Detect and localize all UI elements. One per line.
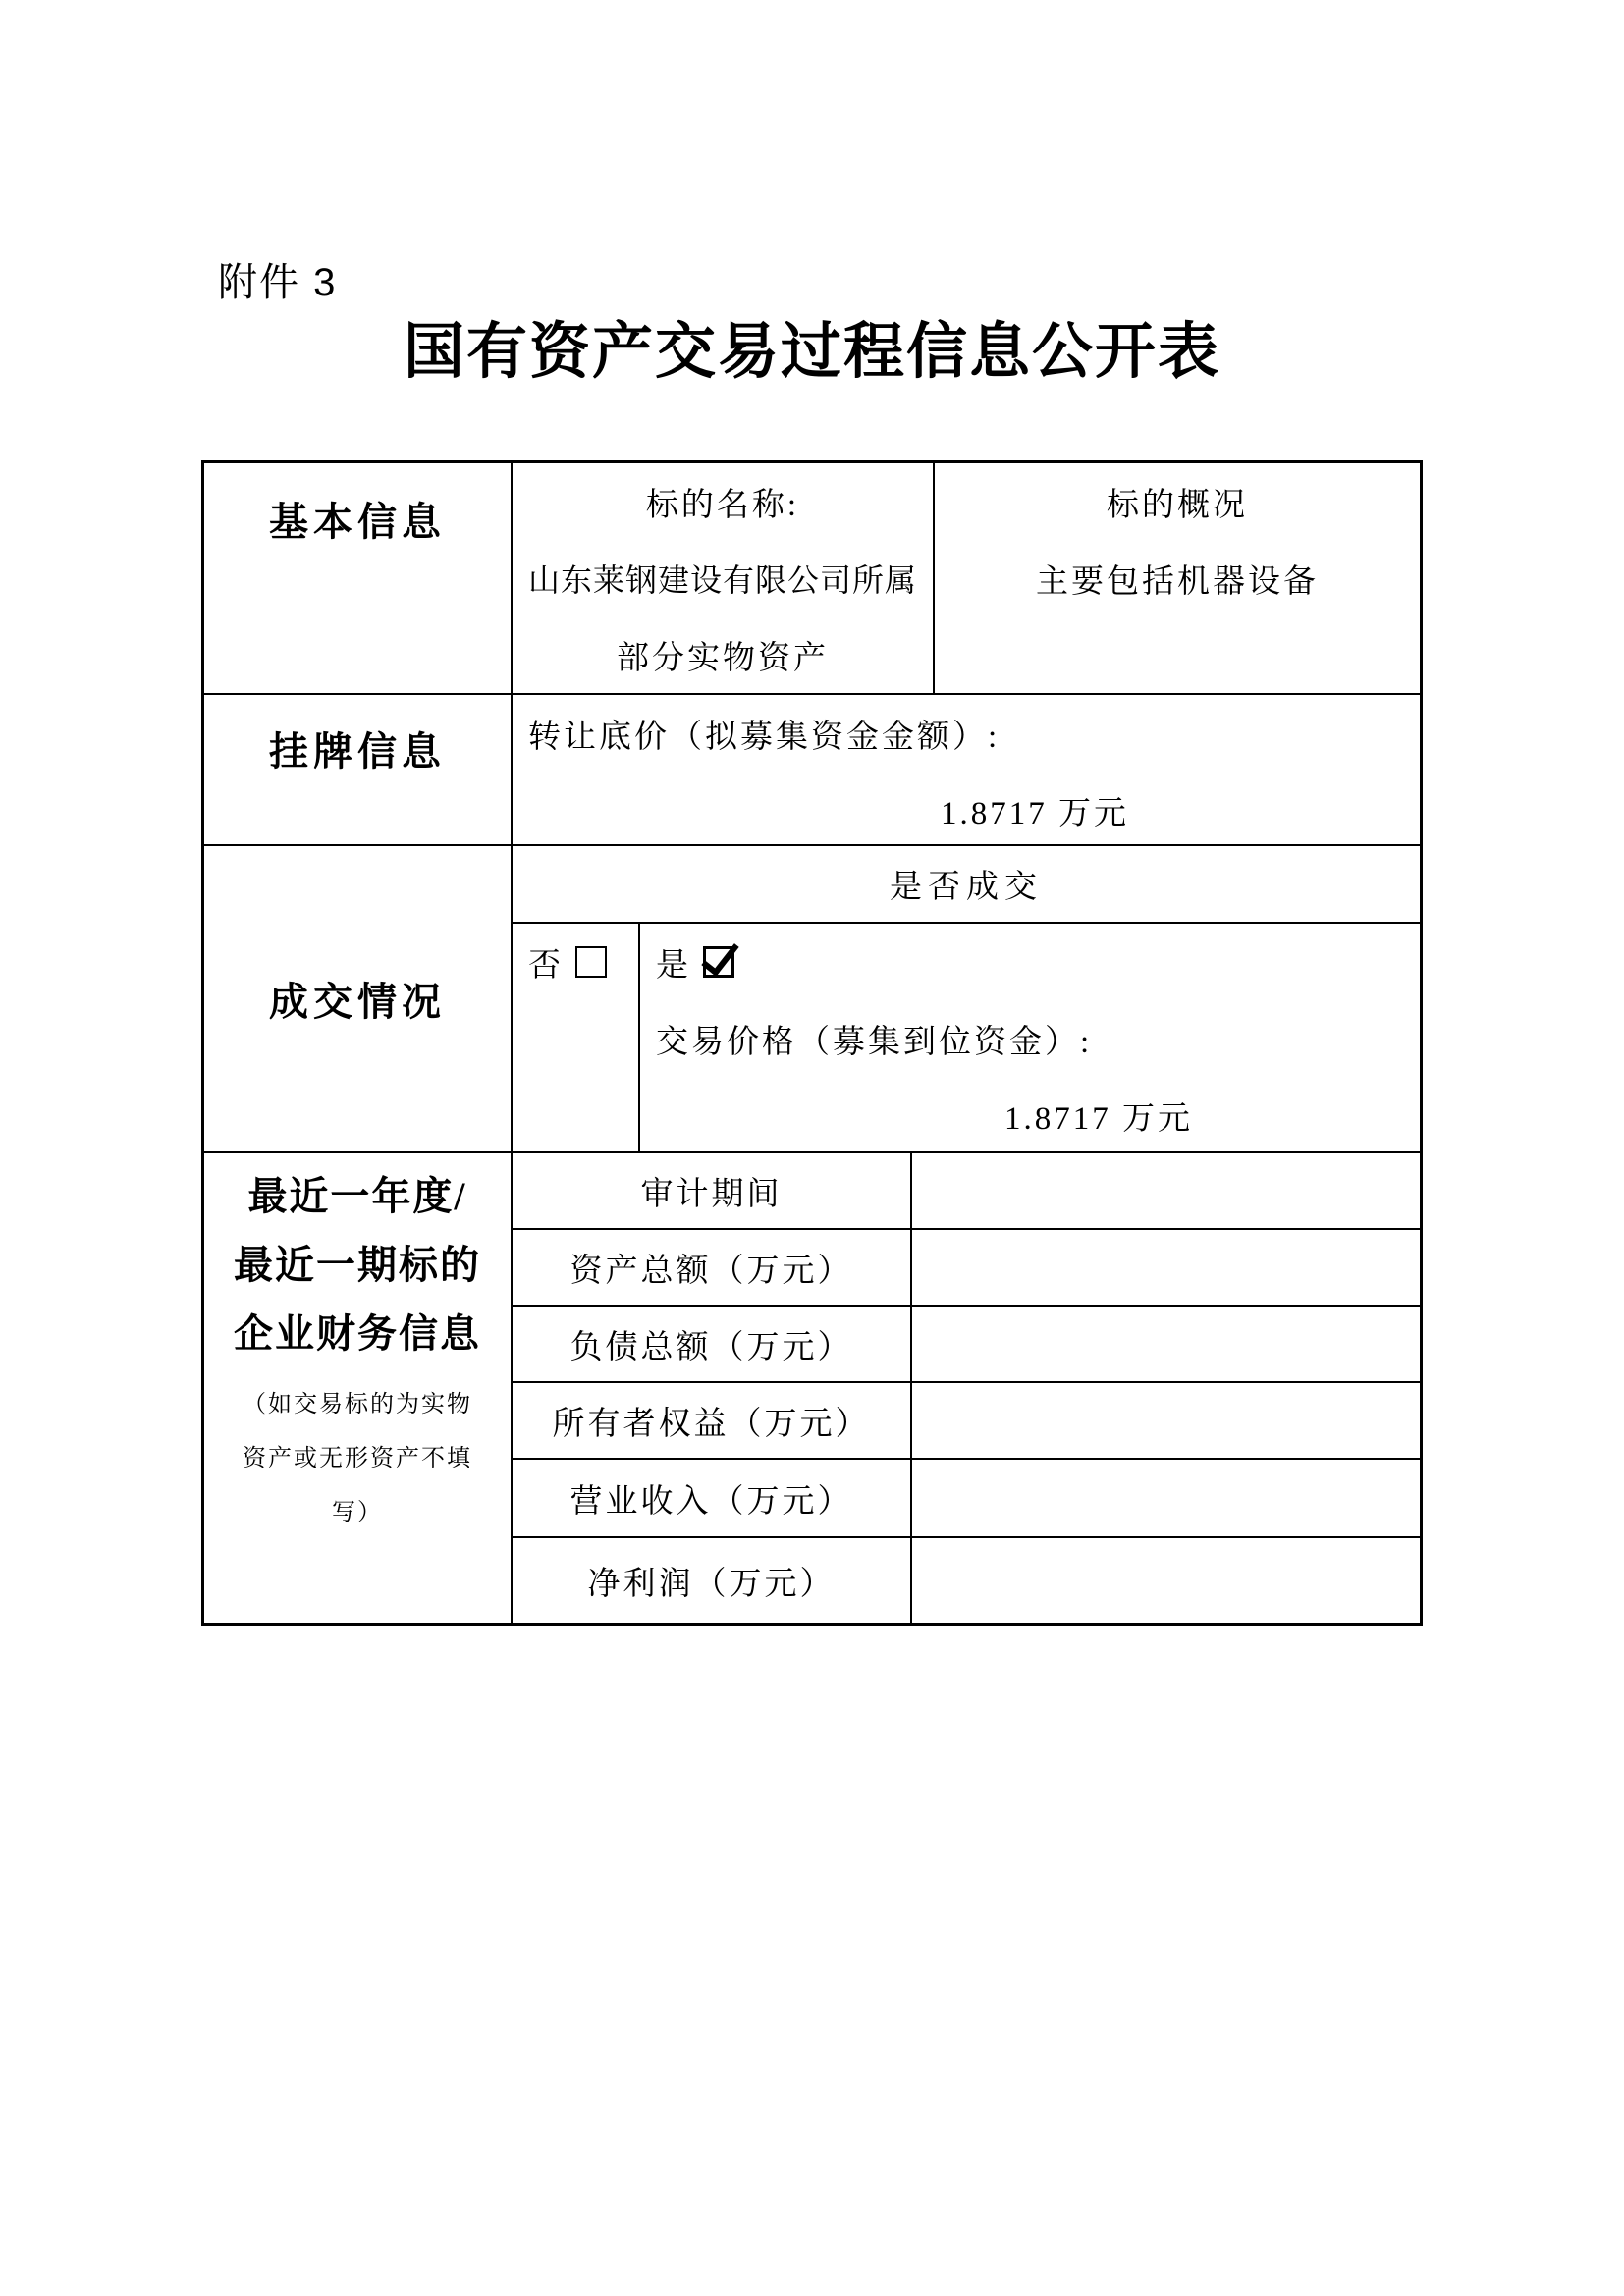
financial-label-line3: 企业财务信息	[234, 1310, 481, 1356]
option-yes-label: 是	[656, 947, 691, 984]
page-title: 国有资产交易过程信息公开表	[403, 319, 1220, 386]
financial-row-label-audit-period: 审计期间	[513, 1153, 912, 1230]
financial-row-value-net-profit	[912, 1538, 1420, 1623]
cell-floor-price	[513, 695, 1420, 846]
floor-price-value: 1.8717 万元	[941, 795, 1129, 831]
deal-price-value: 1.8717 万元	[1004, 1100, 1193, 1137]
financial-row-label-operating-revenue: 营业收入（万元）	[513, 1460, 912, 1538]
cell-target-overview	[935, 463, 1420, 695]
financial-row-label-owners-equity: 所有者权益（万元）	[513, 1383, 912, 1460]
option-no-label: 否	[528, 947, 564, 984]
deal-price-label: 交易价格（募集到位资金）:	[656, 1024, 1093, 1060]
row-label-financial-info	[204, 1153, 513, 1623]
financial-note-line1: （如交易标的为实物	[243, 1392, 472, 1417]
cell-option-yes	[640, 924, 1420, 1153]
check-mark-icon	[701, 935, 738, 977]
target-overview-label: 标的概况	[1107, 487, 1248, 523]
disclosure-table	[201, 460, 1423, 1626]
financial-label-line2: 最近一期标的	[234, 1242, 481, 1287]
financial-row-value-owners-equity	[912, 1383, 1420, 1460]
checkbox-yes-checked-icon	[703, 946, 734, 978]
cell-target-name	[513, 463, 935, 695]
financial-label-line1: 最近一年度/	[247, 1173, 467, 1218]
floor-price-label: 转让底价（拟募集资金金额）:	[528, 719, 1001, 755]
financial-note-line2: 资产或无形资产不填	[243, 1446, 472, 1471]
row-label-listing-info: 挂牌信息	[204, 695, 513, 846]
financial-row-value-operating-revenue	[912, 1460, 1420, 1538]
financial-row-label-total-liabilities: 负债总额（万元）	[513, 1307, 912, 1383]
cell-option-no	[513, 924, 640, 1153]
financial-note-line3: 写）	[332, 1500, 383, 1525]
attachment-label: 附件 3	[218, 261, 338, 304]
target-name-line1: 山东莱钢建设有限公司所属	[527, 562, 917, 598]
financial-row-value-audit-period	[912, 1153, 1420, 1230]
financial-row-label-net-profit: 净利润（万元）	[513, 1538, 912, 1623]
target-name-line2: 部分实物资产	[617, 640, 829, 676]
deal-question: 是否成交	[513, 846, 1420, 924]
target-overview-value: 主要包括机器设备	[1036, 563, 1319, 600]
financial-row-label-total-assets: 资产总额（万元）	[513, 1230, 912, 1307]
target-name-label: 标的名称:	[645, 487, 800, 523]
row-label-deal-info: 成交情况	[204, 846, 513, 1153]
row-label-basic-info: 基本信息	[204, 463, 513, 695]
financial-row-value-total-liabilities	[912, 1307, 1420, 1383]
checkbox-no-unchecked-icon	[575, 946, 607, 978]
financial-row-value-total-assets	[912, 1230, 1420, 1307]
